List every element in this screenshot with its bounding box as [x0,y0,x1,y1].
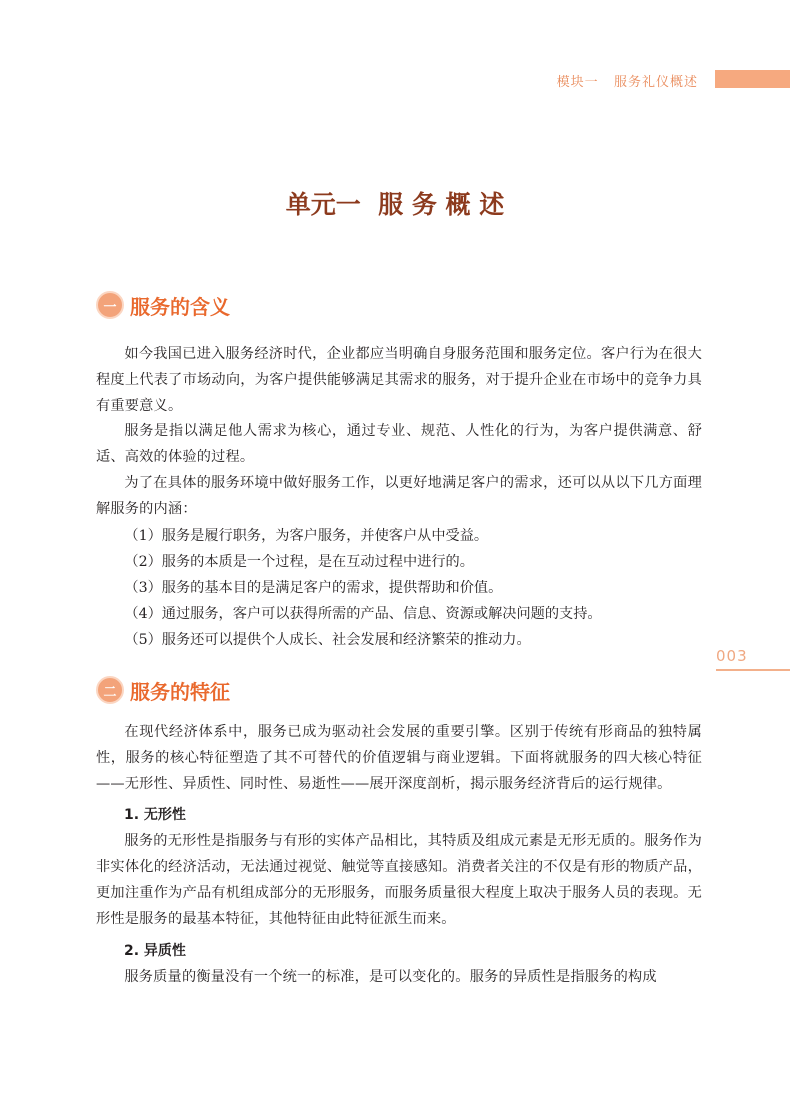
module-label: 模块一 [556,75,599,90]
list-item: （4）通过服务，客户可以获得所需的产品、信息、资源或解决问题的支持。 [124,605,602,622]
paragraph: 在现代经济体系中，服务已成为驱动社会发展的重要引擎。区别于传统有形商品的独特属性，服务的核心特征塑造了其不可替代的价值逻辑与商业逻辑。下面将就服务的四大核心特征——无形性、异质性、同时性、易逝性——展开深度剖析，揭示服务经济背后的运行规律。 [96,724,702,792]
section-body-features [96,720,702,990]
unit-title: 单元一 服 务 概 述 [285,190,505,219]
paragraph: 服务的无形性是指服务与有形的实体产品相比，其特质及组成元素是无形无质的。服务作为非实体化的经济活动，无法通过视觉、触觉等直接感知。消费者关注的不仅是有形的物质产品，更加注重作为产品有机组成部分的无形服务，而服务质量很大程度上取决于服务人员的表现。无形性是服务的最基本特征，其他特征由此特征派生而来。 [96,833,702,927]
list-item: （3）服务的基本目的是满足客户的需求，提供帮助和价值。 [124,579,503,596]
section-title: 服务的特征 [130,679,230,704]
list-item: （1）服务是履行职务，为客户服务，并使客户从中受益。 [124,527,489,544]
paragraph: 服务是指以满足他人需求为核心，通过专业、规范、人性化的行为，为客户提供满意、舒适、高效的体验的过程。 [96,423,702,466]
section-heading-meaning [96,288,230,322]
section-number-badge: 一 [96,291,124,319]
module-title: 服务礼仪概述 [613,75,698,90]
list-item: （2）服务的本质是一个过程，是在互动过程中进行的。 [124,553,474,570]
page-number: 003 [716,647,748,665]
paragraph: 为了在具体的服务环境中做好服务工作，以更好地满足客户的需求，还可以从以下几方面理解服务的内涵： [96,474,702,517]
section-body-meaning [96,342,702,653]
section-heading-features [96,673,230,707]
subsection-heading: 1. 无形性 [124,807,186,824]
page-number-rule [716,669,790,671]
list-item: （5）服务还可以提供个人成长、社会发展和经济繁荣的推动力。 [124,631,531,648]
section-title: 服务的含义 [130,294,230,319]
running-header [557,71,698,90]
header-accent-bar [715,70,790,88]
subsection-heading: 2. 异质性 [124,942,186,959]
section-number-badge: 二 [96,676,124,704]
paragraph: 服务质量的衡量没有一个统一的标准，是可以变化的。服务的异质性是指服务的构成 [124,968,657,985]
paragraph: 如今我国已进入服务经济时代，企业都应当明确自身服务范围和服务定位。客户行为在很大程度上代表了市场动向，为客户提供能够满足其需求的服务，对于提升企业在市场中的竞争力具有重要意义。 [96,346,702,414]
